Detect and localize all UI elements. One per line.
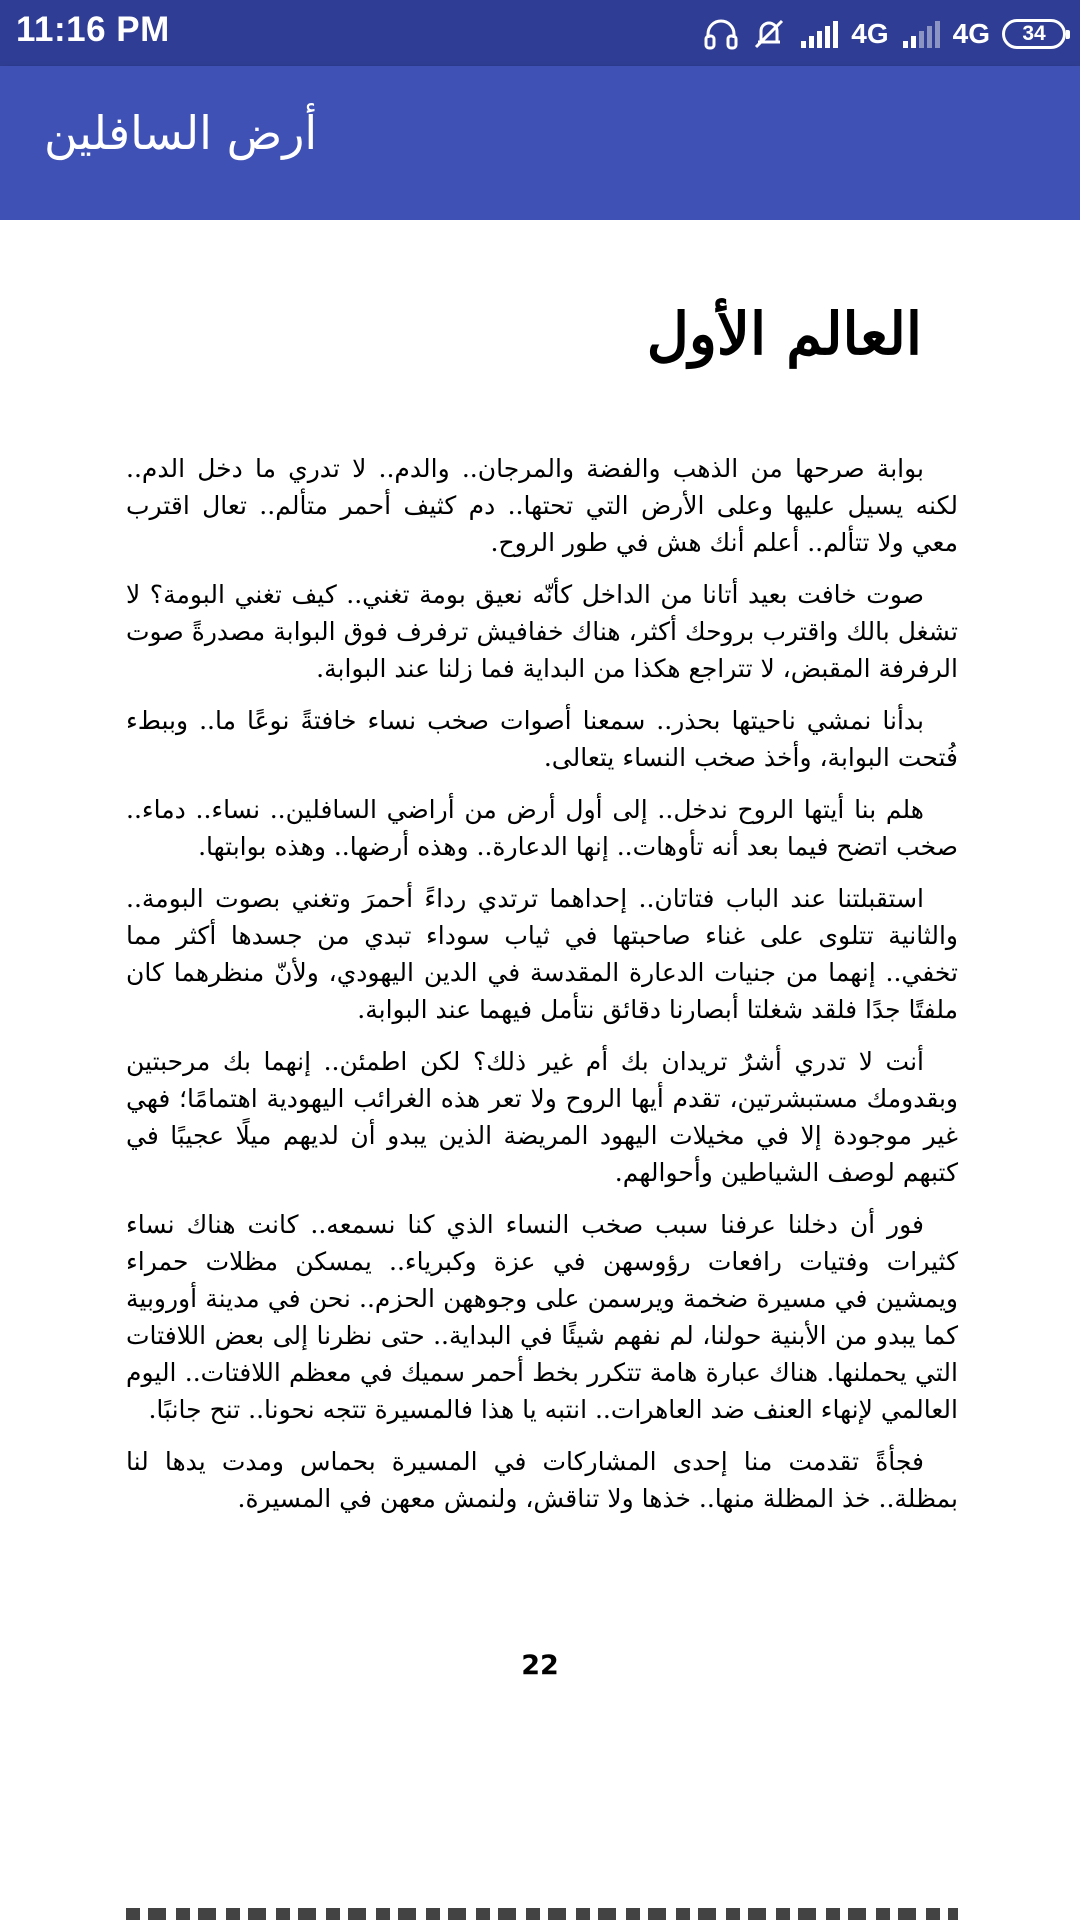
battery-level: 34 [1022, 22, 1046, 45]
network-label-1: 4G [851, 18, 889, 49]
paragraph: بوابة صرحها من الذهب والفضة والمرجان.. والدم.. لا تدري ما دخل الدم.. لكنه يسيل عليها وعلى الأرض التي تحتها.. دم كثيف أحمر متألم.. تعال اقترب معي ولا تتألم.. أعلم أنك هش في طور الروح. [126, 454, 958, 557]
chapter-text [126, 450, 958, 1532]
paragraph: فور أن دخلنا عرفنا سبب صخب النساء الذي كنا نسمعه.. كانت هناك نساء كثيرات وفتيات رافعات رؤوسهن في عزة وكبرياء.. يمسكن مظلات حمراء ويمشين في مسيرة ضخمة ويرسمن على وجوههن الحزم.. نحن في مدينة أوروبية كما يبدو من الأبنية حولنا، لم نفهم شيئًا في البداية.. حتى نظرنا إلى بعض اللافتات التي يحملنها. هناك عبارة هامة تتكرر بخط أحمر سميك في معظم اللافتات.. اليوم العالمي لإنهاء العنف ضد العاهرات.. انتبه يا هذا فالمسيرة تتجه نحونا.. تنح جانبًا. [126, 1210, 958, 1424]
paragraph: بدأنا نمشي ناحيتها بحذر.. سمعنا أصوات صخب نساء خافتةً نوعًا ما.. وببطء فُتحت البوابة، وأخذ صخب النساء يتعالى. [126, 706, 958, 772]
signal-weak-icon [901, 19, 941, 49]
network-label-2: 4G [952, 18, 990, 49]
mute-icon [751, 16, 787, 52]
next-page-preview [0, 1902, 1080, 1920]
paragraph: أنت لا تدري أشرٌ تريدان بك أم غير ذلك؟ لكن اطمئن.. إنهما بك مرحبتين وبقدومك مستبشرتين، تقدم أيها الروح ولا تعر هذه الغرائب اليهودية اهتمامًا؛ فهي غير موجودة إلا في مخيلات اليهود المريضة الذين يبدو أن لديهم ميلًا عجيبًا في كتبهم لوصف الشياطين وأحوالهم. [126, 1047, 958, 1187]
app-bar [0, 66, 1080, 220]
paragraph: فجأةً تقدمت منا إحدى المشاركات في المسيرة بحماس ومدت يدها لنا بمظلة.. خذ المظلة منها.. خذها ولا تناقش، ولنمش معهن في المسيرة. [126, 1447, 958, 1513]
next-page-text-line [126, 1908, 958, 1920]
status-bar [0, 0, 1080, 66]
battery-icon [1002, 19, 1066, 49]
paragraph: هلم بنا أيتها الروح ندخل.. إلى أول أرض من أراضي السافلين.. نساء.. دماء.. صخب اتضح فيما بعد أنه تأوهات.. إنها الدعارة.. وهذه أرضها.. وهذه بوابتها. [126, 795, 958, 861]
status-icons [703, 12, 1066, 56]
app-title: أرض السافلين [44, 106, 318, 160]
headphones-icon [703, 16, 739, 52]
signal-icon [799, 19, 839, 49]
reader-page[interactable] [0, 220, 1080, 1920]
page-number: 22 [521, 1650, 559, 1681]
chapter-title: العالم الأول [646, 300, 922, 368]
paragraph: استقبلتنا عند الباب فتاتان.. إحداهما ترتدي رداءً أحمرَ وتغني بصوت البومة.. والثانية تتلوى على غناء صاحبتها في ثياب سوداء تبدي من جسدها أكثر مما تخفي.. إنهما من جنيات الدعارة المقدسة في الدين اليهودي، ولأنّ منظرهما كان ملفتًا جدًا فلقد شغلتا أبصارنا دقائق نتأمل فيهما عند البوابة. [126, 884, 958, 1024]
paragraph: صوت خافت بعيد أتانا من الداخل كأنّه نعيق بومة تغني.. كيف تغني البومة؟ لا تشغل بالك واقترب بروحك أكثر، هناك خفافيش ترفرف فوق البوابة مصدرةً صوت الرفرفة المقبض، لا تتراجع هكذا من البداية فما زلنا عند البوابة. [126, 580, 958, 683]
status-time: 11:16 PM [16, 10, 170, 49]
